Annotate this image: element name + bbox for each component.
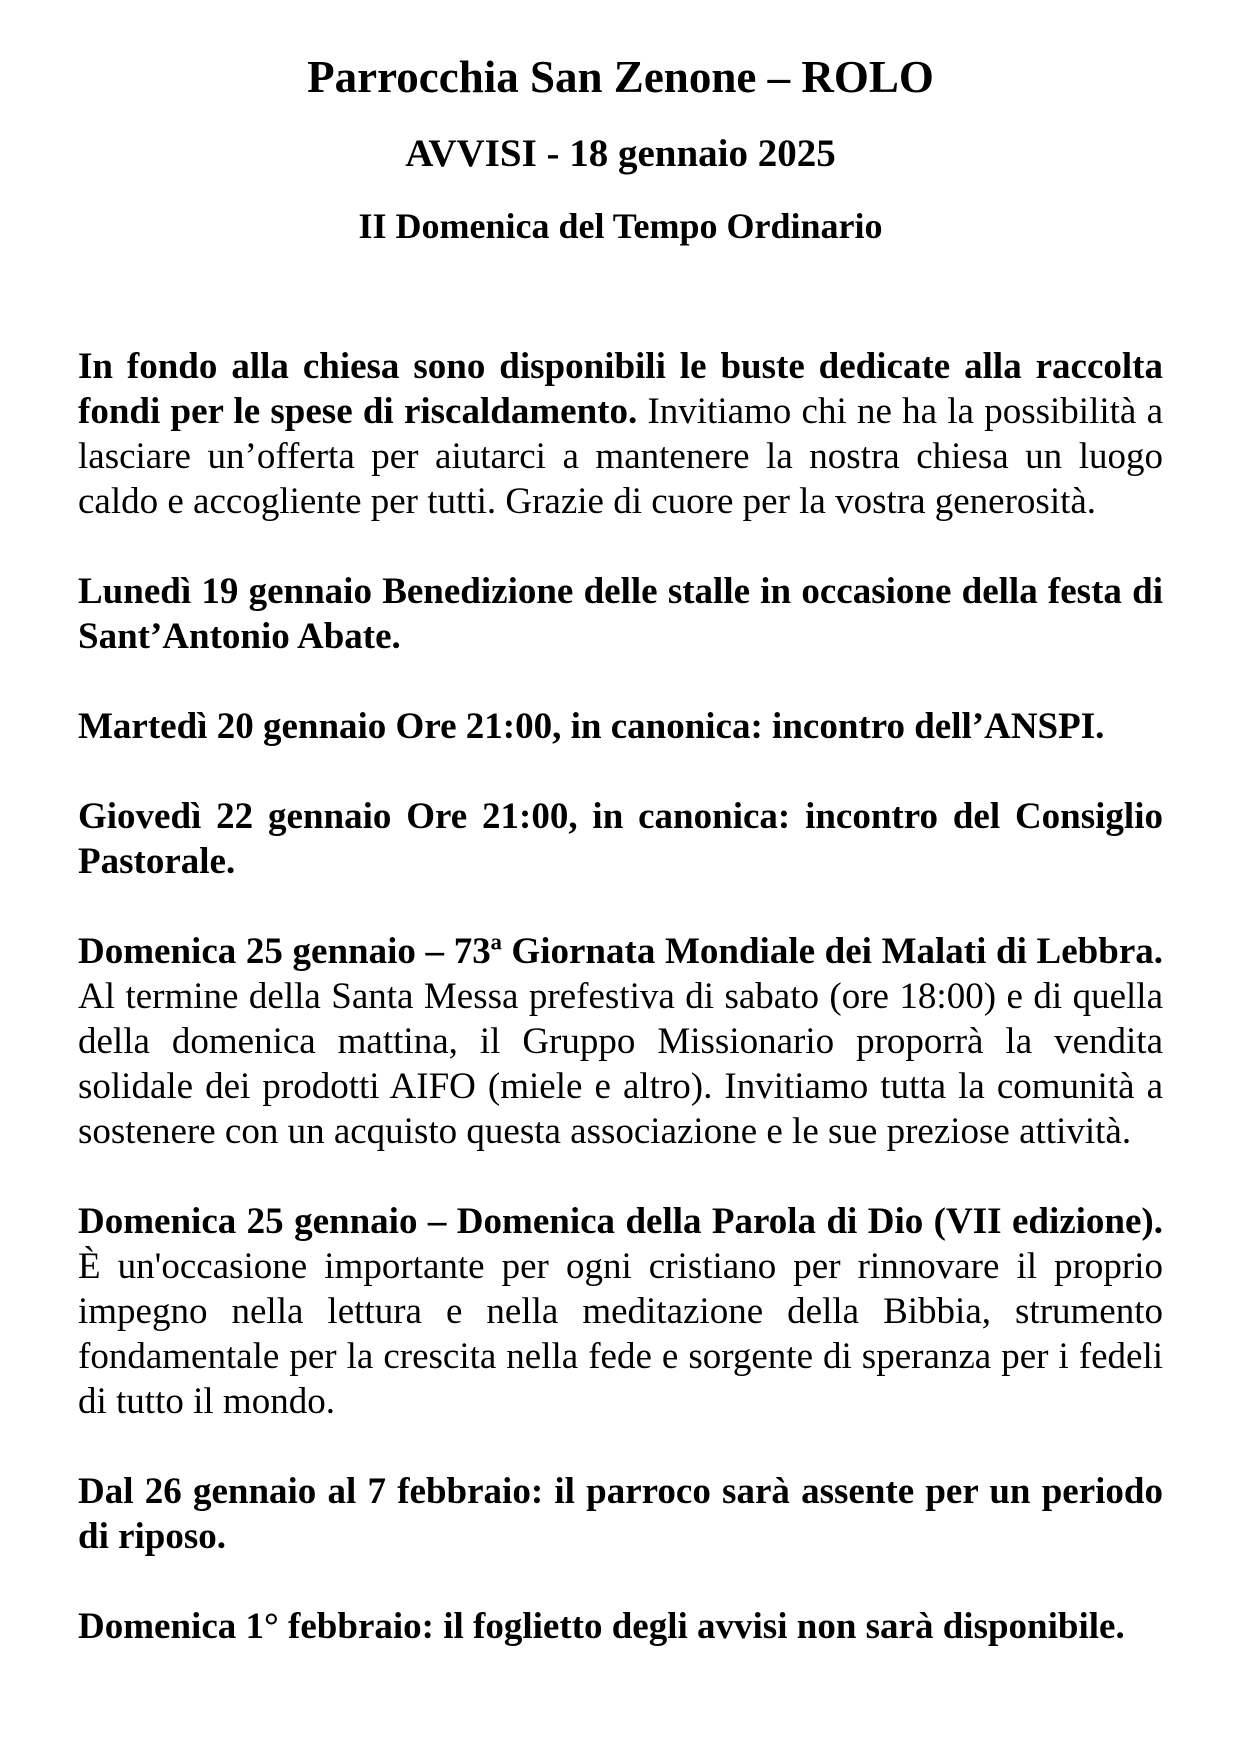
heating-fund-body: Invitiamo chi ne ha la possibilità a lasciare un’offerta per aiutarci a mantenere la nostra chiesa un luogo caldo e accogliente per tutti. Grazie di cuore per la vostra generosità. [78,391,1163,522]
bulletin-unavailable-lead: Domenica 1° febbraio: il foglietto degli avvisi non sarà disponibile. [78,1606,1125,1647]
bulletin-date-subtitle: AVVISI - 18 gennaio 2025 [405,132,836,175]
pastor-absence-announcement [78,1469,1163,1559]
word-of-god-sunday-lead: Domenica 25 gennaio – Domenica della Parola di Dio (VII edizione). [78,1201,1163,1242]
heating-fund-announcement [78,344,1163,524]
leprosy-day-announcement [78,929,1163,1154]
pastoral-council-announcement [78,794,1163,884]
pastoral-council-lead: Giovedì 22 gennaio Ore 21:00, in canonica: incontro del Consiglio Pastorale. [78,796,1163,882]
stable-blessing-announcement [78,569,1163,659]
leprosy-day-body: Al termine della Santa Messa prefestiva di sabato (ore 18:00) e di quella della domenica mattina, il Gruppo Missionario proporrà la vendita solidale dei prodotti AIFO (miele e altro). Invitiamo tutta la comunità a sostenere con un acquisto questa associazione e le sue preziose attività. [78,976,1163,1152]
heating-fund-lead: In fondo alla chiesa sono disponibili le buste dedicate alla raccolta fondi per le spese di riscaldamento. [78,346,1163,432]
stable-blessing-lead: Lunedì 19 gennaio Benedizione delle stalle in occasione della festa di Sant’Antonio Abate. [78,571,1163,657]
word-of-god-sunday-body: È un'occasione importante per ogni cristiano per rinnovare il proprio impegno nella lettura e nella meditazione della Bibbia, strumento fondamentale per la crescita nella fede e sorgente di speranza per i fedeli di tutto il mondo. [78,1246,1163,1422]
word-of-god-sunday-announcement [78,1199,1163,1424]
anspi-meeting-lead: Martedì 20 gennaio Ore 21:00, in canonica: incontro dell’ANSPI. [78,706,1105,747]
pastor-absence-lead: Dal 26 gennaio al 7 febbraio: il parroco sarà assente per un periodo di riposo. [78,1471,1163,1557]
leprosy-day-lead: Domenica 25 gennaio – 73ª Giornata Mondiale dei Malati di Lebbra. [78,931,1163,972]
parish-title: Parrocchia San Zenone – ROLO [307,52,934,102]
anspi-meeting-announcement [78,704,1163,749]
bulletin-unavailable-announcement [78,1604,1163,1649]
liturgical-sunday-heading: II Domenica del Tempo Ordinario [358,206,883,246]
